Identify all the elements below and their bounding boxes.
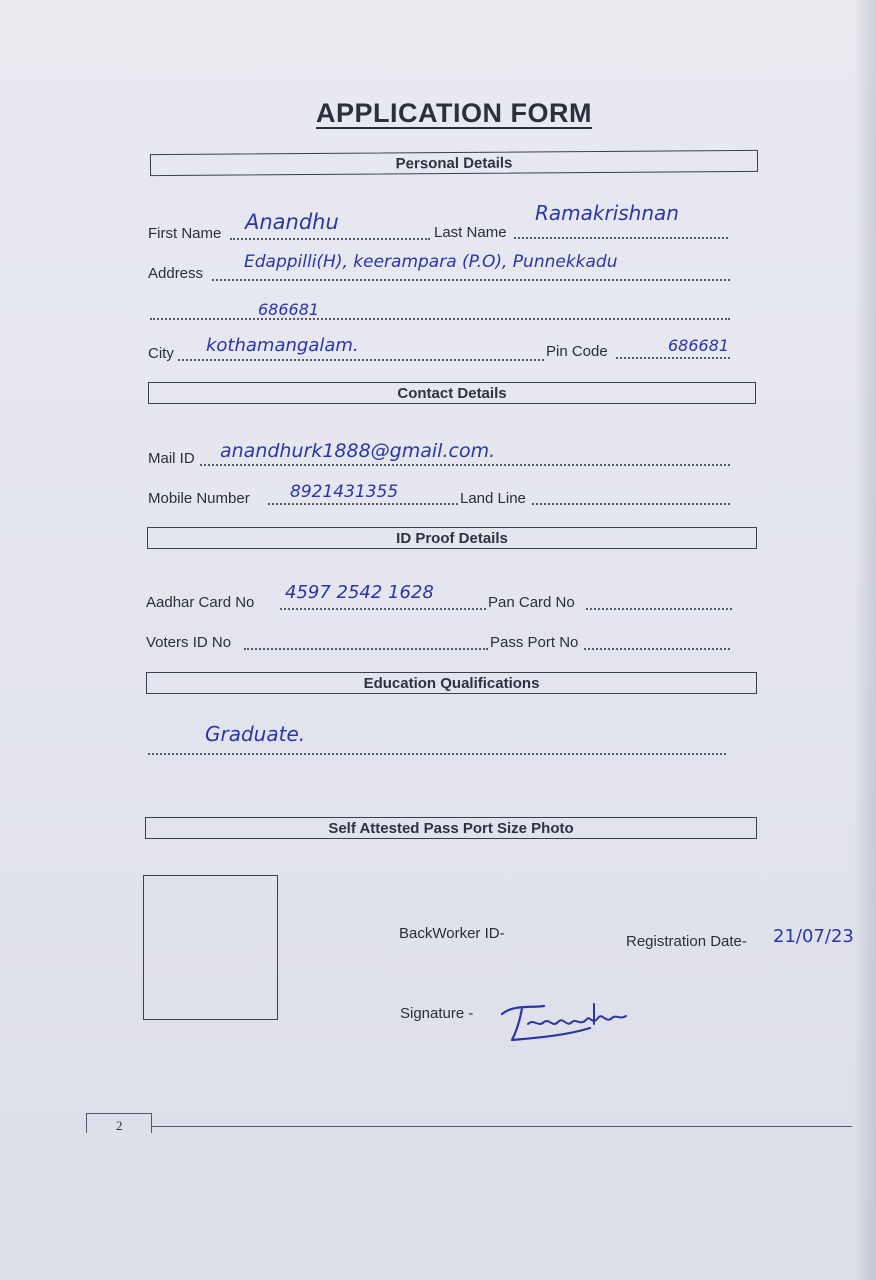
page-number: 2 <box>116 1118 123 1133</box>
first-name-value: Anandhu <box>245 210 339 234</box>
mail-id-label: Mail ID <box>148 450 195 467</box>
pin-code-line <box>616 357 730 359</box>
pin-code-value: 686681 <box>668 336 730 355</box>
city-line <box>178 359 544 361</box>
mobile-number-label: Mobile Number <box>148 490 250 507</box>
land-line-label: Land Line <box>460 490 526 507</box>
last-name-value: Ramakrishnan <box>535 201 679 225</box>
section-photo: Self Attested Pass Port Size Photo <box>145 817 757 839</box>
signature-label: Signature - <box>400 1005 474 1022</box>
city-value: kothamangalam. <box>206 335 359 356</box>
voters-id-label: Voters ID No <box>146 634 232 651</box>
registration-date-label: Registration Date- <box>626 933 747 950</box>
signature-image <box>494 998 634 1046</box>
passport-label: Pass Port No <box>490 634 579 651</box>
address-value-line1: Edappilli(H), keerampara (P.O), Punnekkadu <box>244 252 618 272</box>
section-personal-details: Personal Details <box>150 150 758 176</box>
voters-id-line <box>244 648 488 650</box>
aadhar-value: 4597 2542 1628 <box>285 582 434 603</box>
land-line-line <box>532 503 730 505</box>
footer-line <box>152 1126 852 1127</box>
registration-date-value: 21/07/23 <box>773 926 854 947</box>
address-line-1 <box>212 279 730 281</box>
city-label: City <box>148 345 174 362</box>
mail-id-line <box>200 464 730 466</box>
backworker-id-label: BackWorker ID- <box>399 925 505 942</box>
last-name-label: Last Name <box>434 224 507 241</box>
education-value: Graduate. <box>205 722 306 746</box>
page-edge-shadow <box>854 0 876 1280</box>
aadhar-line <box>280 608 486 610</box>
aadhar-label: Aadhar Card No <box>146 594 255 611</box>
address-label: Address <box>148 265 204 282</box>
section-education-qualifications: Education Qualifications <box>146 672 757 694</box>
pan-label: Pan Card No <box>488 594 575 611</box>
mobile-number-line <box>268 503 458 505</box>
address-line-2 <box>150 318 730 320</box>
form-title: APPLICATION FORM <box>316 98 592 128</box>
first-name-label: First Name <box>148 225 222 242</box>
section-id-proof-details: ID Proof Details <box>147 527 757 549</box>
mail-id-value: anandhurk1888@gmail.com. <box>220 440 496 462</box>
first-name-line <box>230 238 430 240</box>
pan-line <box>586 608 732 610</box>
mobile-number-value: 8921431355 <box>290 482 399 502</box>
section-contact-details: Contact Details <box>148 382 756 404</box>
passport-line <box>584 648 730 650</box>
education-line <box>148 753 726 755</box>
address-value-line2: 686681 <box>258 300 320 319</box>
pin-code-label: Pin Code <box>546 343 608 360</box>
photo-placeholder <box>143 875 278 1020</box>
last-name-line <box>514 237 728 239</box>
